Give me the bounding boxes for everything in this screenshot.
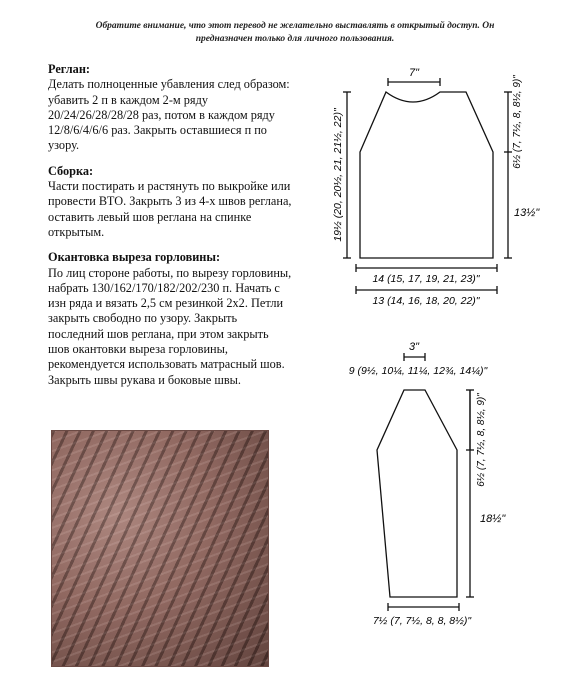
cap-depth-label: 6½ (7, 7½, 8, 8½, 9)" (476, 393, 487, 487)
notice-line-1: Обратите внимание, что этот перевод не желательно выставлять в открытый доступ. Он (95, 21, 495, 31)
raglan-depth-label: 6½ (7, 7½, 8, 8½, 9)" (512, 75, 523, 169)
assembly-title: Сборка: (48, 163, 94, 178)
translation-notice (60, 20, 530, 46)
total-length-label: 19½ (20, 20½, 21, 21½, 22)" (332, 108, 344, 242)
sleeve-outline (377, 390, 457, 597)
neckband-title: Окантовка выреза горловины: (48, 250, 221, 265)
instructions-column (48, 62, 293, 398)
chest-width-label: 14 (15, 17, 19, 21, 23)" (372, 273, 480, 285)
neckband-text: По лиц стороне работы, по вырезу горловины, набрать 130/162/170/182/202/230 п. Начать с изн ряда и вязать 2,5 см резинкой 2х2. Петли закрыть свободно по узору. Закрыть последний шов реглана, при этом закрыть шов окантовки выреза горловины, рекомендуется использовать матрасный шов. Закрыть швы рукава и боковые швы. (48, 265, 292, 387)
hem-width-label: 13 (14, 16, 18, 20, 22)" (372, 295, 480, 307)
assembly-text: Части постирать и растянуть по выкройке или провести ВТО. Закрыть 3 из 4-х швов реглана, оставить левый шов реглана на спинке открытым. (48, 179, 292, 239)
body-outline (360, 92, 493, 258)
notice-line-2: предназначен только для личного пользования. (195, 34, 395, 44)
armhole-to-hem-label: 13½" (514, 207, 540, 219)
raglan-text: Делать полноценные убавления след образом: убавить 2 п в каждом 2-м ряду 20/24/26/28/28/28 раз, потом в каждом ряду 12/8/6/4/6/6 раз. Закрыть оставшиеся п по узору. (48, 77, 290, 153)
knitted-fabric-photo (51, 430, 269, 667)
upper-arm-width-label: 9 (9½, 10¼, 11¼, 12¾, 14¼)" (348, 365, 488, 377)
sleeve-length-label: 18½" (480, 513, 506, 525)
neck-width-label: 7" (408, 67, 420, 79)
cuff-width-label: 7½ (7, 7½, 8, 8, 8½)" (372, 615, 472, 627)
raglan-title: Реглан: (48, 62, 90, 76)
top-width-label: 3" (408, 341, 420, 353)
